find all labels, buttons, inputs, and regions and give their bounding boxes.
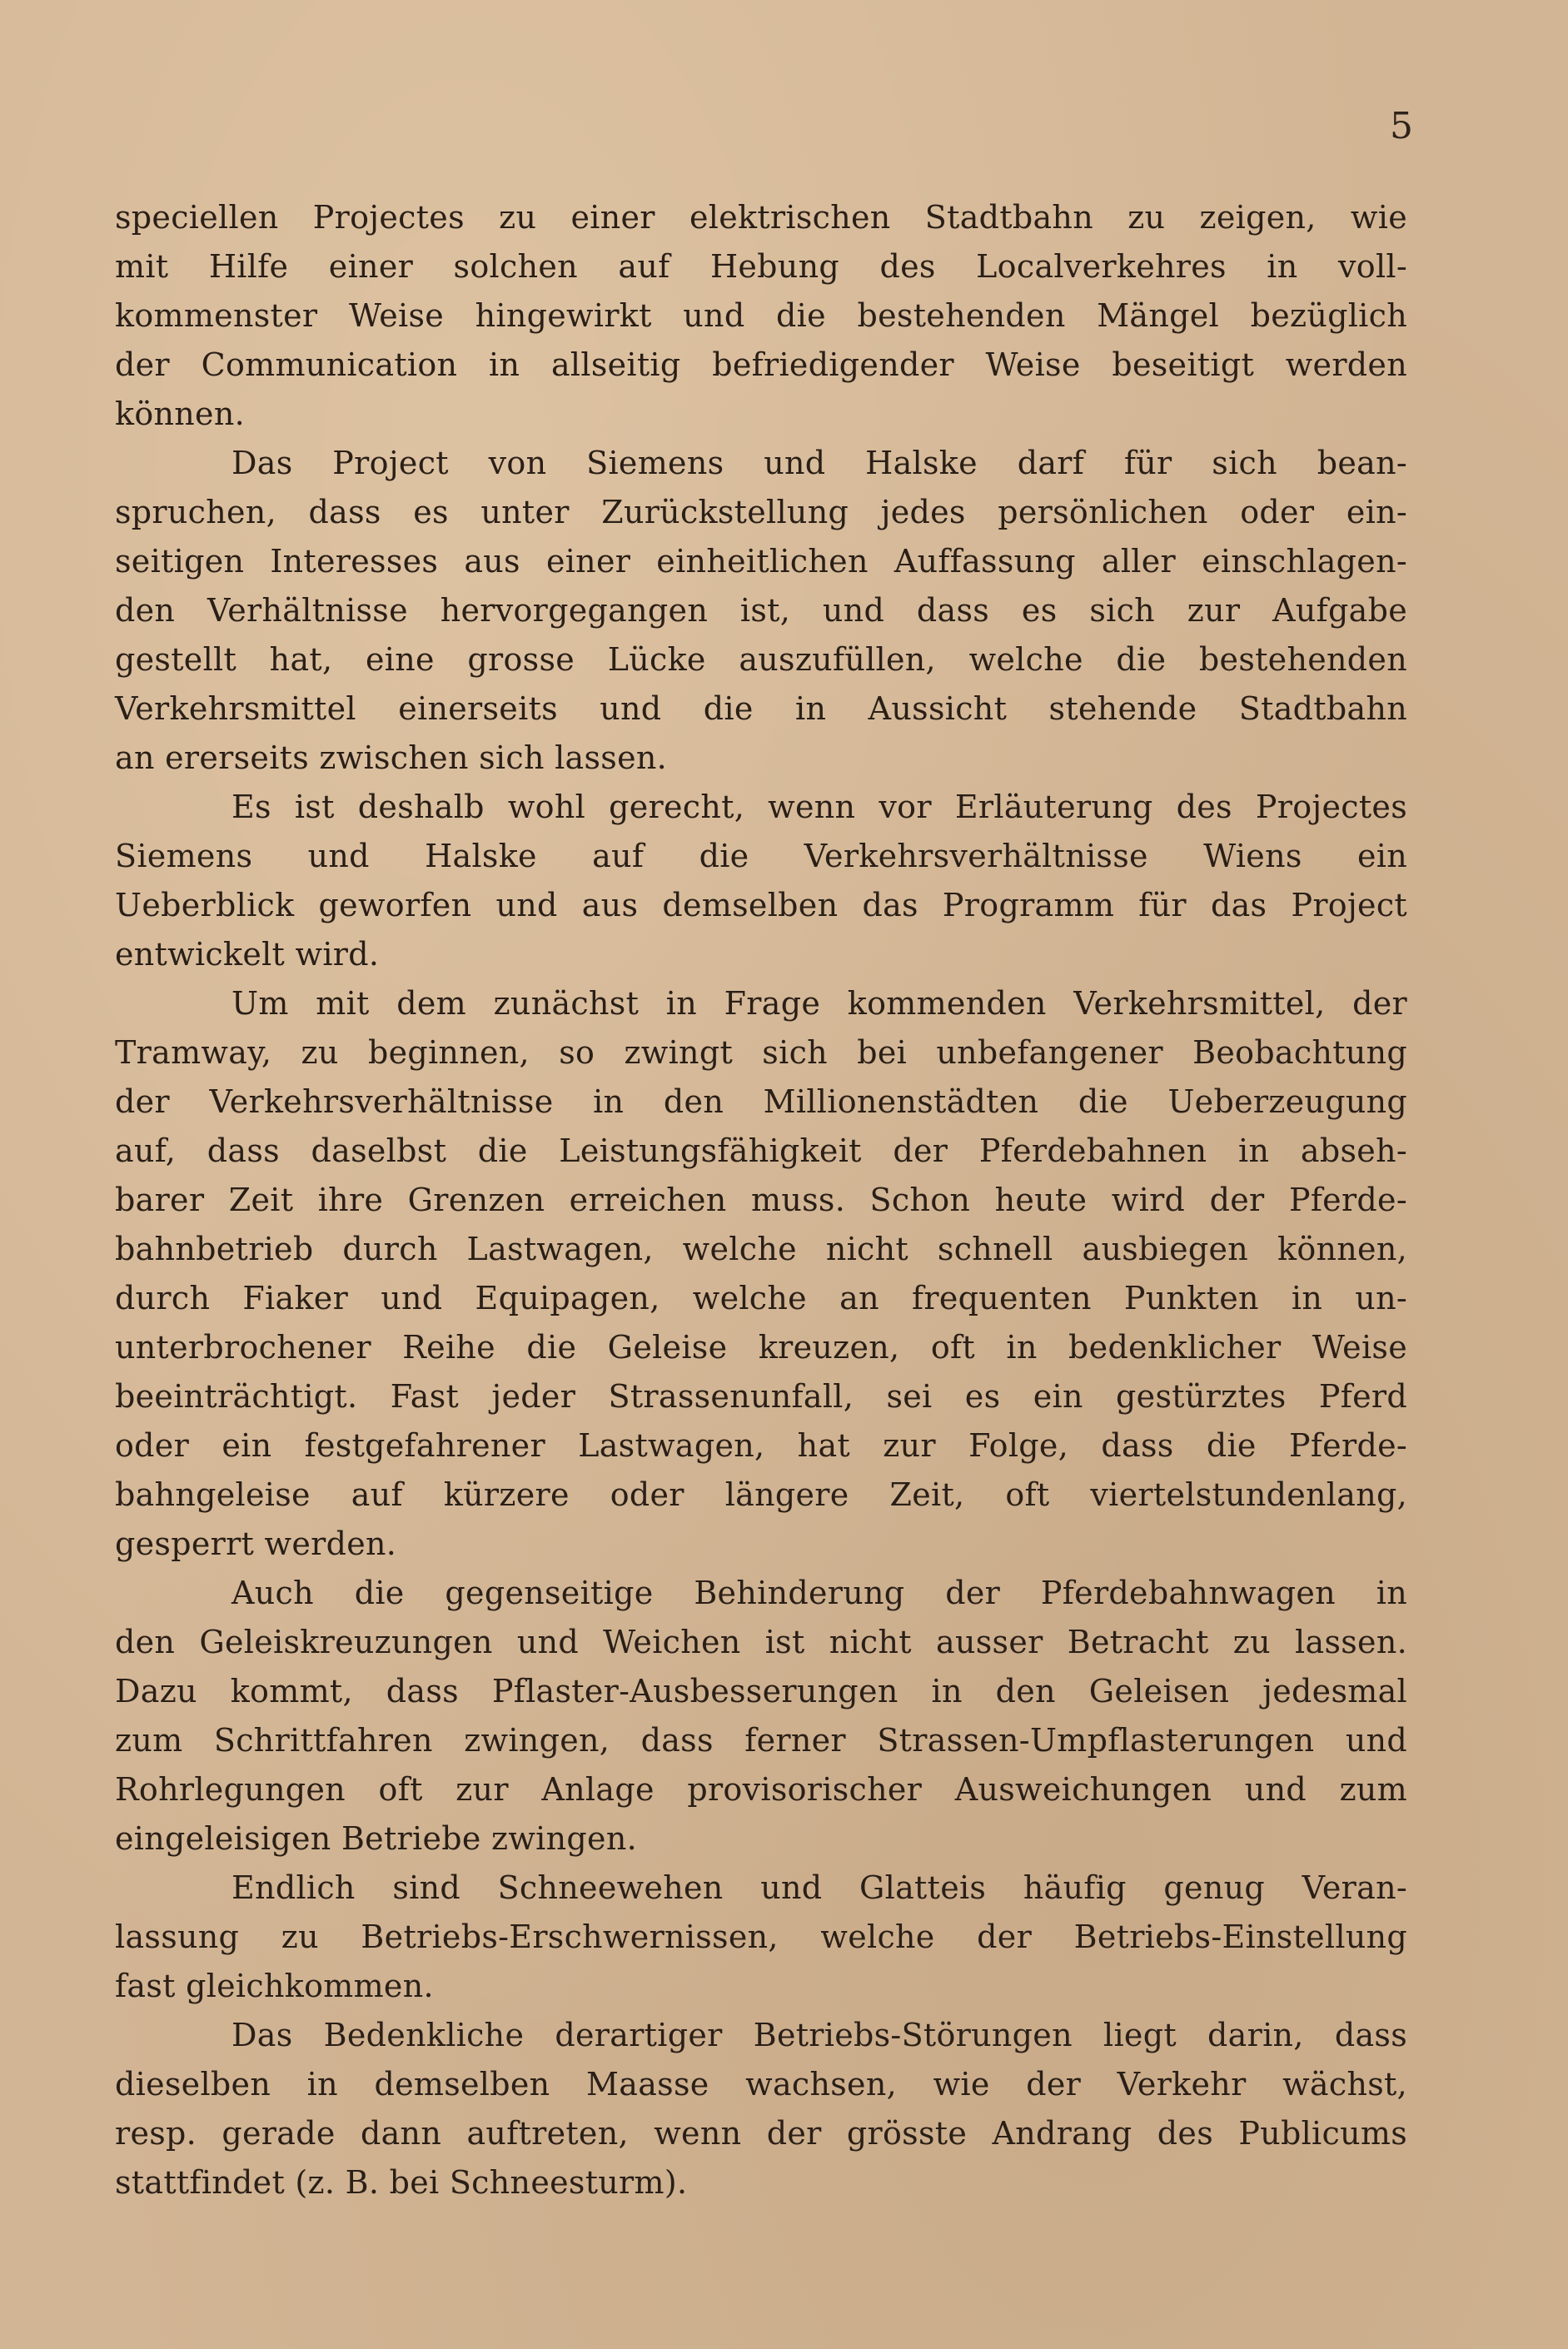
text-line: den Geleiskreuzungen und Weichen ist nicht ausser Betracht zu lassen. [115,1624,1407,1660]
text-line: durch Fiaker und Equipagen, welche an frequenten Punkten in un- [115,1280,1407,1316]
text-line: den Verhältnisse hervorgegangen ist, und dass es sich zur Aufgabe [115,592,1407,629]
text-line: gesperrt werden. [115,1525,397,1562]
text-line: entwickelt wird. [115,936,380,973]
text-line: Verkehrsmittel einerseits und die in Aussicht stehende Stadtbahn [115,690,1407,727]
paragraph-first-line: Auch die gegenseitige Behinderung der Pferdebahnwagen in [231,1575,1407,1611]
text-line: bahngeleise auf kürzere oder längere Zeit, oft viertelstundenlang, [115,1476,1407,1513]
paragraph-first-line: Das Bedenkliche derartiger Betriebs-Störungen liegt darin, dass [231,2017,1407,2053]
text-line: Ueberblick geworfen und aus demselben das Programm für das Project [115,887,1407,923]
text-line: Dazu kommt, dass Pflaster-Ausbesserungen in den Geleisen jedesmal [115,1673,1407,1709]
text-line: resp. gerade dann auftreten, wenn der grösste Andrang des Publicums [115,2115,1407,2152]
text-line: können. [115,396,245,432]
text-line: mit Hilfe einer solchen auf Hebung des Localverkehres in voll- [115,248,1407,285]
text-line: zum Schrittfahren zwingen, dass ferner Strassen-Umpflasterungen und [115,1722,1407,1759]
text-line: oder ein festgefahrener Lastwagen, hat zur Folge, dass die Pferde- [115,1427,1407,1464]
paragraph-first-line: Um mit dem zunächst in Frage kommenden Verkehrsmittel, der [231,985,1407,1022]
text-line: lassung zu Betriebs-Erschwernissen, welche der Betriebs-Einstellung [115,1919,1407,1955]
text-line: speciellen Projectes zu einer elektrischen Stadtbahn zu zeigen, wie [115,199,1407,236]
text-line: eingeleisigen Betriebe zwingen. [115,1820,637,1857]
text-line: barer Zeit ihre Grenzen erreichen muss. Schon heute wird der Pferde- [115,1182,1407,1218]
text-line: an ererseits zwischen sich lassen. [115,739,668,776]
paragraph-first-line: Endlich sind Schneewehen und Glatteis häufig genug Veran- [231,1869,1407,1906]
text-line: Rohrlegungen oft zur Anlage provisorischer Ausweichungen und zum [115,1771,1407,1808]
text-line: Tramway, zu beginnen, so zwingt sich bei unbefangener Beobachtung [115,1034,1407,1071]
text-line: der Communication in allseitig befriedigender Weise beseitigt werden [115,346,1407,383]
text-line: seitigen Interesses aus einer einheitlichen Auffassung aller einschlagen- [115,543,1407,580]
text-line: stattfindet (z. B. bei Schneesturm). [115,2164,688,2201]
text-line: beeinträchtigt. Fast jeder Strassenunfall, sei es ein gestürztes Pferd [115,1378,1407,1415]
paragraph-first-line: Es ist deshalb wohl gerecht, wenn vor Erläuterung des Projectes [231,789,1407,825]
text-line: dieselben in demselben Maasse wachsen, wie der Verkehr wächst, [115,2066,1407,2103]
text-line: bahnbetrieb durch Lastwagen, welche nicht schnell ausbiegen können, [115,1231,1407,1267]
page-number: 5 [1390,105,1413,147]
body-text [115,193,1407,2207]
text-line: spruchen, dass es unter Zurückstellung jedes persönlichen oder ein- [115,494,1407,530]
text-line: der Verkehrsverhältnisse in den Millionenstädten die Ueberzeugung [115,1083,1407,1120]
text-line: gestellt hat, eine grosse Lücke auszufüllen, welche die bestehenden [115,641,1407,678]
text-line: Siemens und Halske auf die Verkehrsverhältnisse Wiens ein [115,838,1407,874]
text-line: unterbrochener Reihe die Geleise kreuzen, oft in bedenklicher Weise [115,1329,1407,1366]
paragraph-first-line: Das Project von Siemens und Halske darf für sich bean- [231,445,1407,481]
text-line: fast gleichkommen. [115,1968,434,2004]
text-line: auf, dass daselbst die Leistungsfähigkeit der Pferdebahnen in abseh- [115,1132,1407,1169]
text-line: kommenster Weise hingewirkt und die bestehenden Mängel bezüglich [115,297,1407,334]
